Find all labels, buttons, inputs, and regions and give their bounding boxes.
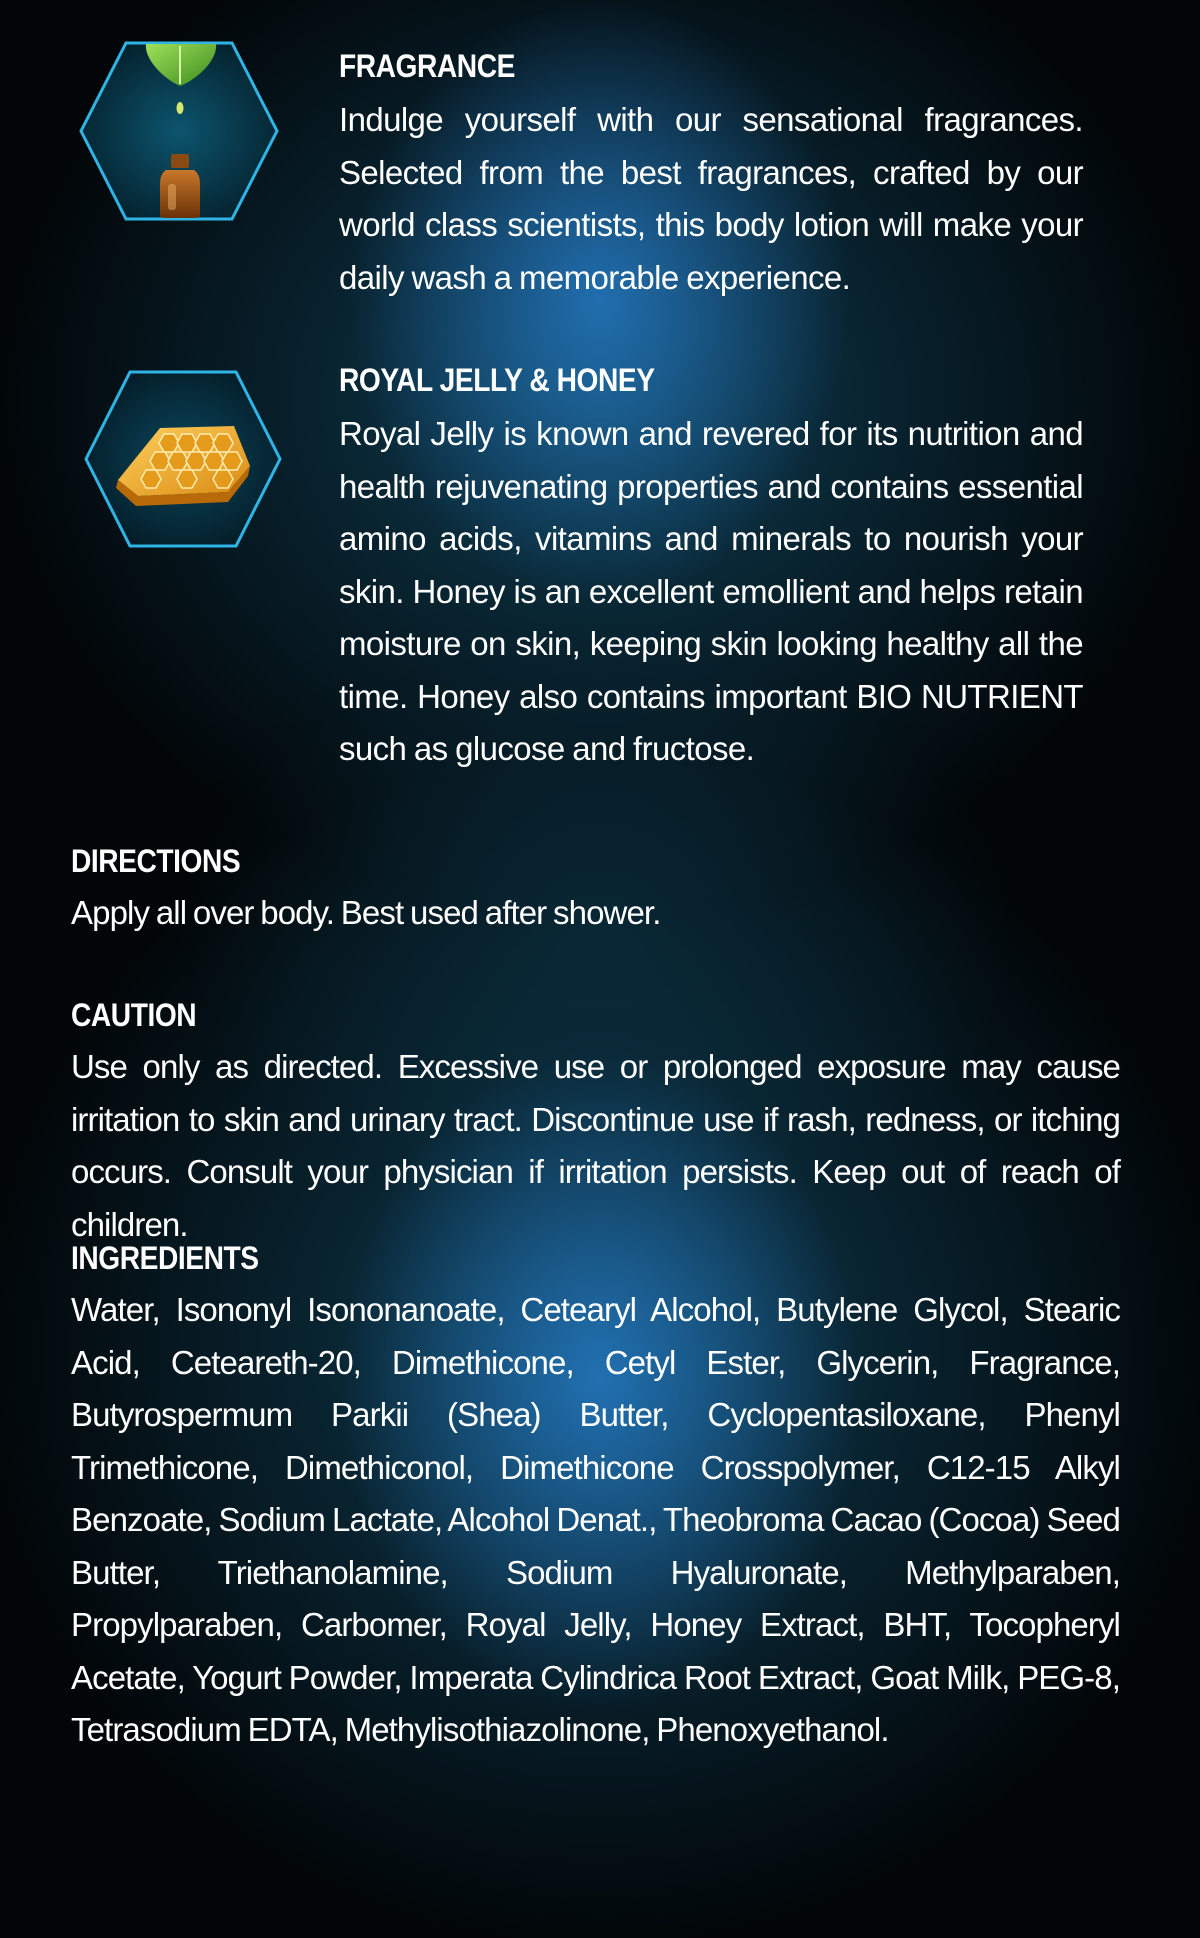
caution-title: CAUTION	[71, 997, 197, 1033]
directions-title: DIRECTIONS	[71, 843, 241, 879]
royal-jelly-honey-title: ROYAL JELLY & HONEY	[339, 362, 655, 398]
directions-section	[71, 841, 1120, 940]
ingredients-text: Water, Isononyl Isononanoate, Cetearyl Alcohol, Butylene Glycol, Stearic Acid, Ceteareth-20, Dimethicone, Cetyl Ester, Glycerin, Fragrance, Butyrospermum Parkii (Shea) Butter, Cyclopentasiloxane, Phenyl Trimethicone, Dimethiconol, Dimethicone Crosspolymer, C12-15 Alkyl Benzoate, Sodium Lactate, Alcohol Denat., Theobroma Cacao (Cocoa) Seed Butter, Triethanolamine, Sodium Hyaluronate, Methylparaben, Propylparaben, Carbomer, Royal Jelly, Honey Extract, BHT, Tocopheryl Acetate, Yogurt Powder, Imperata Cylindrica Root Extract, Goat Milk, PEG-8, Tetrasodium EDTA, Methylisothiazolinone, Phenoxyethanol.	[71, 1291, 1120, 1748]
fragrance-leaf-dropper-icon	[74, 38, 284, 224]
ingredients-title: INGREDIENTS	[71, 1240, 259, 1276]
fragrance-title: FRAGRANCE	[339, 48, 515, 84]
caution-text: Use only as directed. Excessive use or prolonged exposure may cause irritation to skin and urinary tract. Discontinue use if rash, redness, or itching occurs. Consult your physician if irritation persists. Keep out of reach of children.	[71, 1048, 1120, 1243]
royal-jelly-honey-description: Royal Jelly is known and revered for its nutrition and health rejuvenating properties and contains essential amino acids, vitamins and minerals to nourish your skin. Honey is an excellent emollient and helps retain moisture on skin, keeping skin looking healthy all the time. Honey also contains important BIO NUTRIENT such as glucose and fructose.	[339, 415, 1083, 767]
directions-text: Apply all over body. Best used after shower.	[71, 894, 661, 931]
ingredients-section	[71, 1238, 1120, 1757]
caution-section	[71, 995, 1120, 1251]
fragrance-description: Indulge yourself with our sensational fragrances. Selected from the best fragrances, crafted by our world class scientists, this body lotion will make your daily wash a memorable experience.	[339, 101, 1083, 296]
honeycomb-icon	[78, 368, 288, 554]
